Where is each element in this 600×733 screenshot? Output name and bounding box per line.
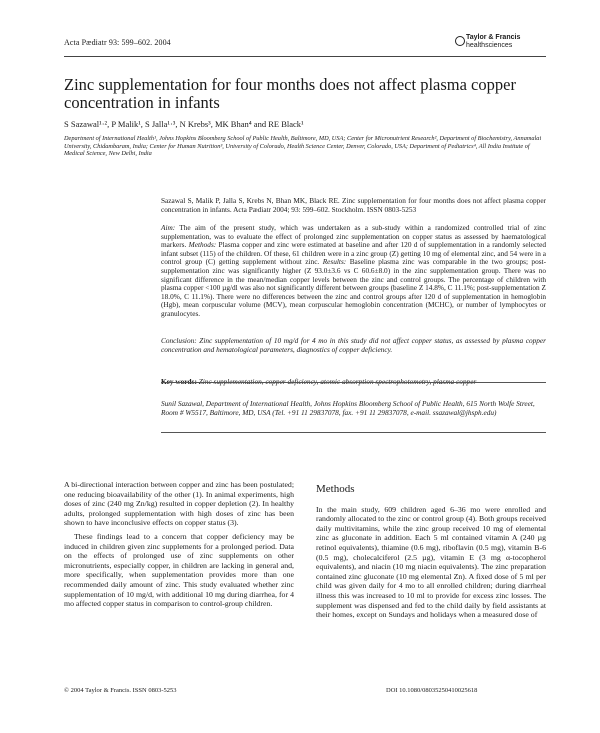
correspondence: Sunil Sazawal, Department of International Health, Johns Hopkins Bloomberg School of Public Health, 615 North Wolfe Street, Room # W5517, Baltimore, MD, USA (Tel. +91 11 29837078, fax. +91 11 29837078, e-mail. ssazawal@jhsph.edu): [161, 399, 535, 417]
abstract-aim-text: The aim of the present study, which was undertaken as a sub-study within a randomized controlled trial of zinc supplementation, was to evaluate the effect of prolonged zinc supplementation on copper status as assessed by haematological markers.: [161, 223, 546, 250]
body-column-right: [316, 480, 546, 624]
header-rule: [64, 56, 546, 57]
journal-reference: Acta Pædiatr 93: 599–602. 2004: [64, 38, 171, 47]
abstract-methods-text: Plasma copper and zinc were estimated at baseline and after 120 d of supplementation in a randomly selected infant subset (115) of the children. Of these, 61 children were in a zinc group (Z) getting 10 mg of elemental zinc, and 54 were in a control group (C) getting supplement without zinc.: [161, 240, 547, 267]
body-column-left: [64, 480, 294, 613]
abstract-aim-label: Aim:: [161, 223, 176, 232]
publisher-division: healthsciences: [466, 42, 513, 49]
footer-copyright: © 2004 Taylor & Francis. ISSN 0803-5253: [64, 687, 177, 694]
publisher-name: Taylor & Francis: [466, 34, 521, 41]
intro-paragraph-1: A bi-directional interaction between copper and zinc has been postulated; one reducing bioavailability of the other (1). In animal experiments, high doses of zinc (240 mg Zn/kg) resulted in copper depletion (2). In healthy adults, prolonged supplementation with high doses of zinc has been shown to have inconclusive effects on copper status (3).: [64, 480, 294, 528]
abstract-results-label: Results:: [322, 257, 347, 267]
conclusion-text: Zinc supplementation of 10 mg/d for 4 mo in this study did not affect copper status, as assessed by plasma copper concentration and hematological parameters, diagnostics of copper deficiency.: [161, 336, 546, 354]
article-title: Zinc supplementation for four months does not affect plasma copper concentration in infants: [64, 75, 516, 112]
publisher-logo-icon: [455, 36, 465, 46]
abstract-methods-label: Methods:: [188, 240, 217, 250]
author-list: S Sazawal¹·², P Malik¹, S Jalla¹·³, N Krebs³, MK Bhan⁴ and RE Black¹: [64, 119, 304, 129]
intro-paragraph-2: These findings lead to a concern that copper deficiency may be induced in children given zinc supplements for a prolonged period. Data on the effects of prolonged use of zinc supplements on other micronutrients, especially copper, in children are lacking in general and, more specifically, when supplementation provides more than one recommended daily amount of zinc. This study evaluated whether zinc supplementation of 10 mg/d, with additional 10 mg during diarrhea, for 4 mo affected copper status in comparison to control-group children.: [64, 531, 294, 609]
methods-paragraph-1: In the main study, 609 children aged 6–36 mo were enrolled and randomly allocated to the zinc or control group (4). Both groups received daily multivitamins, while the zinc group received 10 mg of elemental zinc as gluconate in addition. Each 5 ml contained vitamin A (240 µg retinol equivalents), thiamine (0.6 mg), riboflavin (0.5 mg), vitamin B-6 (0.5 mg), cholecalciferol (2.5 µg), vitamin E (3 mg α-tocopherol equivalents), and niacin (10 mg niacin equivalents). The zinc preparation contained zinc gluconate (10 mg elemental Zn). A fixed dose of 5 ml per child was given daily for 4 mo to all enrolled children; during diarrheal illness this was increased to 10 ml to provide for excess zinc losses. The supplement was dispensed and fed to the child daily by field assistants at their homes, except on Sundays and holidays when a measured dose of: [316, 504, 546, 620]
abstract: [161, 224, 546, 319]
keywords-rule: [161, 382, 546, 383]
citation: Sazawal S, Malik P, Jalla S, Krebs N, Bhan MK, Black RE. Zinc supplementation for four months does not affect plasma copper concentration in infants. Acta Pædiatr 2004; 93: 599–602. Stockholm. ISSN 0803-5253: [161, 196, 546, 214]
abstract-results-text: Baseline plasma zinc was comparable in the two groups; post-supplementation zinc was significantly higher (Z 93.0±3.6 vs C 60.6±8.0) in the zinc supplementation group. There was no significant difference in the mean/median copper levels between the zinc and control groups. The percentage of children with plasma copper <100 µg/dl was also not significantly different between groups (baseline Z 14.8%, C 11.1%; post-supplementation Z 18.0%, C 11.1%). There were no differences between the zinc and control groups after 120 d of supplementation in hemoglobin (Hgb), mean corpuscular volume (MCV), mean corpuscular hemoglobin concentration (MCHC), or number of lymphocytes or granulocytes.: [161, 257, 547, 318]
publisher-logo: [455, 33, 545, 55]
keywords-label: Key words:: [161, 377, 197, 386]
correspondence-rule: [161, 432, 546, 433]
affiliations: Department of International Health¹, Johns Hopkins Bloomberg School of Public Health, Baltimore, MD, USA; Center for Micronutrient Research², Department of Biochemistry, Annamalai University, Chidambaram, India; Center for Human Nutrition³, University of Colorado, Health Science Center, Denver, Colorado, USA; Department of Pediatrics⁴, All India Institute of Medical Science, New Delhi, India: [64, 135, 542, 158]
footer-doi: DOI 10.1080/08035250410025618: [386, 687, 478, 694]
abstract-conclusion: [161, 337, 546, 354]
methods-heading: Methods: [316, 483, 355, 495]
conclusion-label: Conclusion:: [161, 336, 197, 345]
keywords-text: Zinc supplementation, copper deficiency, atomic absorption spectrophotometry, plasma copper: [198, 377, 477, 386]
